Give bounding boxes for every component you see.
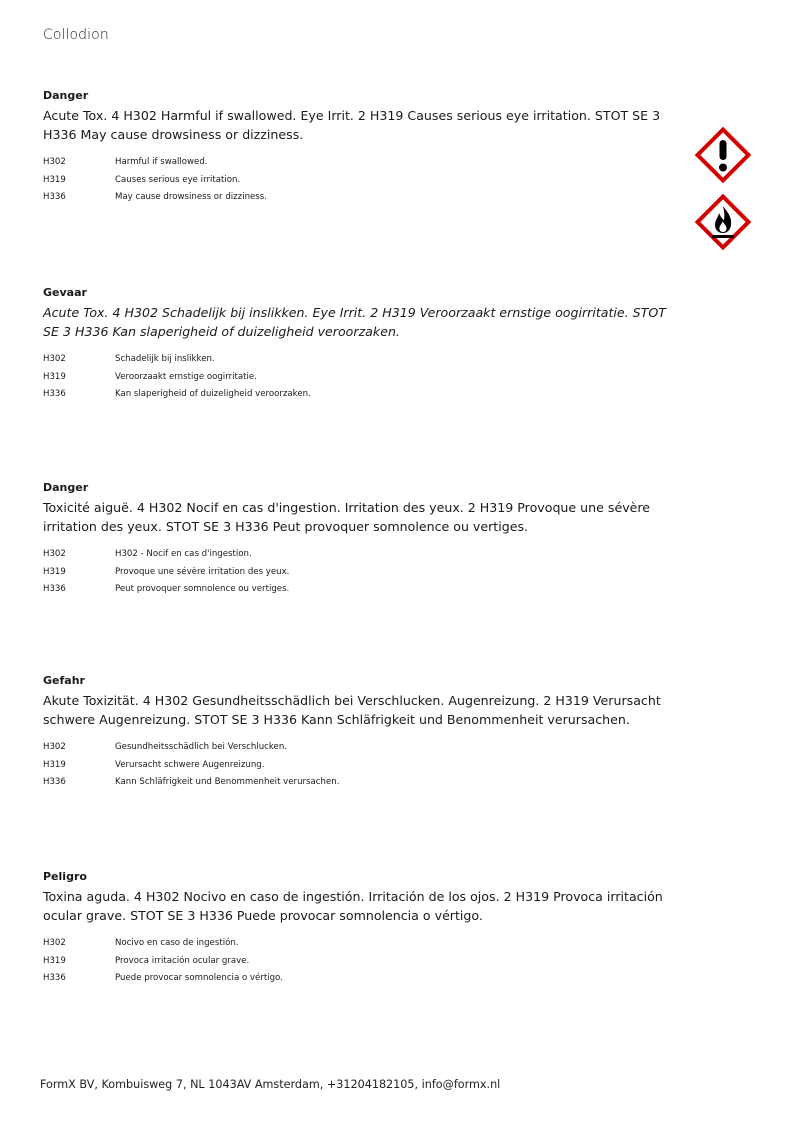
signal-word: Peligro	[43, 870, 87, 883]
statement-text: Veroorzaakt ernstige oogirritatie.	[115, 371, 257, 382]
statement-text: Gesundheitsschädlich bei Verschlucken.	[115, 742, 288, 752]
hazard-summary: Toxicité aiguë. 4 H302 Nocif en cas d'ingestion. Irritation des yeux. 2 H319 Provoque une sévère irritation des yeux. STOT SE 3 H336 Peut provoquer somnolence ou vertiges.	[43, 500, 651, 534]
statement-row	[43, 172, 673, 190]
statement-code: H319	[43, 759, 66, 770]
statement-code: H336	[43, 389, 66, 400]
hazard-pictograms	[692, 124, 754, 258]
signal-word: Danger	[43, 89, 89, 102]
statement-code: H319	[43, 371, 66, 382]
hazard-section-nl	[43, 286, 673, 404]
signal-word: Gefahr	[43, 674, 85, 687]
statement-code: H319	[43, 955, 66, 966]
statement-code: H302	[43, 549, 66, 559]
statement-code: H319	[43, 174, 66, 185]
hazard-summary: Toxina aguda. 4 H302 Nocivo en caso de ingestión. Irritación de los ojos. 2 H319 Provoca irritación ocular grave. STOT SE 3 H336 Puede provocar somnolencia o vértigo.	[43, 889, 663, 923]
statement-row	[43, 581, 673, 599]
statement-code: H336	[43, 973, 66, 984]
statement-text: Nocivo en caso de ingestión.	[115, 938, 239, 948]
statement-row	[43, 935, 673, 953]
statement-row	[43, 189, 673, 207]
statement-text: Kan slaperigheid of duizeligheid veroorzaken.	[115, 389, 311, 400]
hazard-section-de	[43, 674, 673, 792]
hazard-section-fr	[43, 481, 673, 599]
hazard-summary: Acute Tox. 4 H302 Schadelijk bij inslikken. Eye Irrit. 2 H319 Veroorzaakt ernstige oogirritatie. STOT SE 3 H336 Kan slaperigheid of duizeligheid veroorzaken.	[43, 305, 666, 339]
statement-code: H302	[43, 157, 66, 167]
product-title: Collodion	[43, 27, 109, 43]
statement-text: H302 - Nocif en cas d'ingestion.	[115, 549, 252, 559]
signal-word: Danger	[43, 481, 89, 494]
statement-row	[43, 757, 673, 775]
statement-text: May cause drowsiness or dizziness.	[115, 192, 267, 203]
statement-text: Schadelijk bij inslikken.	[115, 354, 215, 364]
statement-text: Causes serious eye irritation.	[115, 174, 241, 185]
statement-text: Peut provoquer somnolence ou vertiges.	[115, 584, 290, 595]
hazard-summary: Akute Toxizität. 4 H302 Gesundheitsschädlich bei Verschlucken. Augenreizung. 2 H319 Verursacht schwere Augenreizung. STOT SE 3 H336 Kann Schläfrigkeit und Benommenheit verursachen.	[43, 693, 661, 727]
statement-row	[43, 154, 673, 172]
statement-text: Harmful if swallowed.	[115, 157, 208, 167]
statement-text: Kann Schläfrigkeit und Benommenheit verursachen.	[115, 777, 340, 788]
statement-code: H319	[43, 566, 66, 577]
footer-contact: FormX BV, Kombuisweg 7, NL 1043AV Amsterdam, +31204182105, info@formx.nl	[40, 1078, 501, 1091]
hazard-section-es	[43, 870, 673, 988]
statement-text: Provoque une sévère irritation des yeux.	[115, 566, 290, 577]
statement-code: H336	[43, 584, 66, 595]
statement-code: H302	[43, 354, 66, 364]
hazard-summary: Acute Tox. 4 H302 Harmful if swallowed. Eye Irrit. 2 H319 Causes serious eye irritation. STOT SE 3 H336 May cause drowsiness or dizziness.	[43, 108, 661, 142]
statement-code: H302	[43, 938, 66, 948]
statement-row	[43, 564, 673, 582]
statement-row	[43, 546, 673, 564]
hazard-section-en	[43, 89, 673, 207]
statement-row	[43, 386, 673, 404]
statement-row	[43, 774, 673, 792]
statement-row	[43, 351, 673, 369]
exclamation-mark-icon	[692, 124, 754, 186]
statement-row	[43, 369, 673, 387]
statement-code: H336	[43, 777, 66, 788]
signal-word: Gevaar	[43, 286, 87, 299]
statement-text: Provoca irritación ocular grave.	[115, 955, 250, 966]
statement-row	[43, 953, 673, 971]
statement-row	[43, 739, 673, 757]
statement-text: Puede provocar somnolencia o vértigo.	[115, 973, 283, 984]
statement-code: H336	[43, 192, 66, 203]
statement-text: Verursacht schwere Augenreizung.	[115, 759, 265, 770]
statement-row	[43, 970, 673, 988]
flame-icon	[692, 191, 754, 253]
statement-code: H302	[43, 742, 66, 752]
